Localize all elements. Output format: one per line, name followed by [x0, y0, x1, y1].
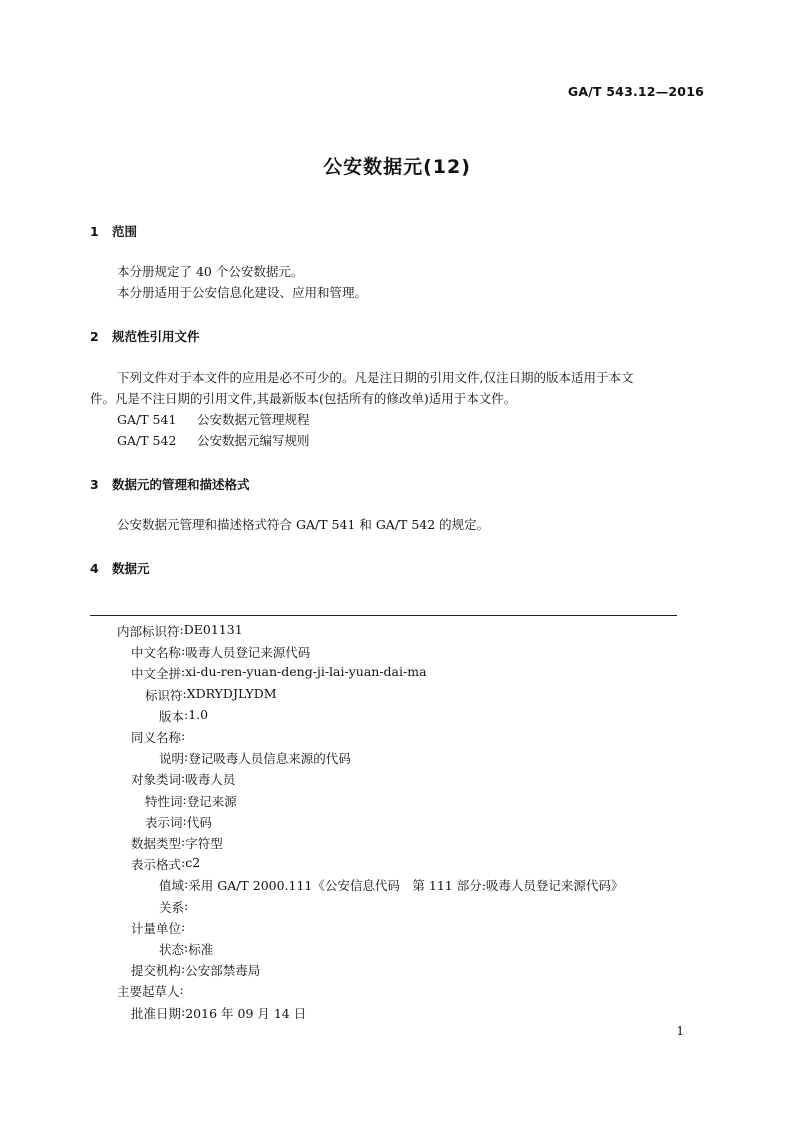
field-value: 登记来源 — [186, 793, 237, 809]
data-element-row — [131, 834, 223, 852]
field-value: 采用 GA/T 2000.111《公安信息代码 第 111 部分:吸毒人员登记来源代码》 — [188, 878, 624, 894]
field-label: 内部标识符 — [117, 624, 180, 639]
field-separator: : — [184, 706, 189, 722]
data-element-row — [131, 1004, 306, 1022]
field-separator: : — [184, 876, 189, 892]
field-label: 标识符 — [145, 687, 183, 703]
field-value: 字符型 — [185, 836, 223, 851]
field-label: 数据类型 — [131, 836, 182, 851]
data-element-row — [145, 813, 212, 831]
section-number: 4 — [90, 561, 99, 576]
field-label: 对象类词 — [131, 772, 182, 788]
data-element-row — [159, 749, 351, 767]
field-value: DE01131 — [183, 622, 243, 637]
reference-code: GA/T 542 — [117, 433, 177, 448]
field-value: 2016 年 09 月 14 日 — [185, 1005, 307, 1021]
data-element-row — [131, 919, 185, 937]
data-element-row — [159, 707, 208, 725]
field-separator: : — [181, 643, 186, 659]
field-value: xi-du-ren-yuan-deng-ji-lai-yuan-dai-ma — [185, 664, 427, 680]
field-separator: : — [182, 812, 187, 828]
field-value: c2 — [185, 855, 201, 871]
paragraph: 公安数据元管理和描述格式符合 GA/T 541 和 GA/T 542 的规定。 — [117, 517, 490, 532]
field-separator: : — [179, 622, 184, 637]
paragraph: 下列文件对于本文件的应用是必不可少的。凡是注日期的引用文件,仅注日期的版本适用于本文 — [117, 370, 634, 385]
reference-item — [117, 409, 310, 430]
field-value: 标准 — [188, 942, 214, 957]
field-separator: : — [181, 918, 186, 934]
field-label: 说明 — [159, 751, 185, 767]
field-separator: : — [181, 728, 186, 743]
data-element-row — [117, 982, 184, 1000]
field-label: 关系 — [159, 899, 185, 915]
data-element-row — [131, 961, 260, 979]
field-separator: : — [182, 791, 187, 807]
field-label: 状态 — [159, 942, 185, 957]
section-number: 2 — [90, 329, 99, 344]
paragraph: 本分册规定了 40 个公安数据元。 — [117, 264, 304, 279]
field-value: 吸毒人员 — [185, 772, 236, 788]
section-heading-normative-references — [90, 327, 200, 345]
field-separator: : — [184, 940, 189, 955]
data-element-row — [145, 792, 237, 810]
field-separator: : — [181, 855, 186, 871]
field-value: XDRYDJLYDM — [186, 685, 277, 701]
field-separator: : — [184, 749, 189, 765]
field-label: 同义名称 — [131, 730, 182, 745]
field-separator: : — [181, 770, 186, 786]
section-title: 数据元的管理和描述格式 — [112, 477, 250, 492]
field-label: 批准日期 — [131, 1005, 182, 1021]
field-label: 特性词 — [145, 793, 183, 809]
field-separator: : — [184, 897, 189, 913]
section-number: 1 — [90, 224, 99, 239]
data-element-row — [131, 855, 200, 873]
section-number: 3 — [90, 477, 99, 492]
document-title: 公安数据元(12) — [323, 156, 471, 178]
field-separator: : — [181, 1003, 186, 1019]
data-element-row — [131, 770, 235, 788]
section-title: 范围 — [112, 224, 138, 239]
section-title: 规范性引用文件 — [112, 329, 200, 344]
section-heading-format — [90, 475, 250, 493]
data-element-row — [131, 643, 310, 661]
field-value: 代码 — [186, 814, 212, 830]
page-number: 1 — [676, 1024, 684, 1038]
standard-code: GA/T 543.12—2016 — [567, 84, 704, 99]
data-element-row — [131, 664, 427, 682]
field-label: 计量单位 — [131, 920, 182, 936]
field-value: 吸毒人员登记来源代码 — [185, 645, 311, 661]
reference-name: 公安数据元管理规程 — [197, 412, 310, 427]
field-separator: : — [179, 982, 184, 998]
field-value: 公安部禁毒局 — [185, 963, 261, 979]
field-separator: : — [181, 961, 186, 977]
field-label: 表示词 — [145, 814, 183, 830]
field-label: 表示格式 — [131, 857, 182, 873]
field-separator: : — [181, 664, 186, 680]
paragraph: 件。凡是不注日期的引用文件,其最新版本(包括所有的修改单)适用于本文件。 — [90, 391, 517, 406]
field-value: 登记吸毒人员信息来源的代码 — [188, 751, 351, 767]
section-title: 数据元 — [112, 561, 150, 576]
field-label: 提交机构 — [131, 963, 182, 979]
field-label: 主要起草人 — [117, 984, 180, 1000]
data-element-row — [145, 686, 277, 704]
field-label: 版本 — [159, 708, 185, 724]
reference-name: 公安数据元编写规则 — [197, 433, 310, 448]
data-element-row — [117, 622, 243, 640]
data-element-row — [159, 898, 188, 916]
field-separator: : — [181, 834, 186, 849]
reference-code: GA/T 541 — [117, 412, 177, 427]
section-heading-scope — [90, 222, 137, 240]
field-label: 中文名称 — [131, 645, 182, 661]
data-element-row — [159, 876, 623, 894]
data-element-row — [159, 940, 213, 958]
divider — [90, 615, 677, 616]
reference-item — [117, 430, 310, 451]
data-element-row — [131, 728, 185, 746]
field-separator: : — [182, 685, 187, 701]
field-value: 1.0 — [188, 706, 209, 722]
paragraph: 本分册适用于公安信息化建设、应用和管理。 — [117, 285, 368, 300]
field-label: 中文全拼 — [131, 666, 182, 682]
section-heading-data-elements — [90, 559, 150, 577]
field-label: 值域 — [159, 878, 185, 894]
